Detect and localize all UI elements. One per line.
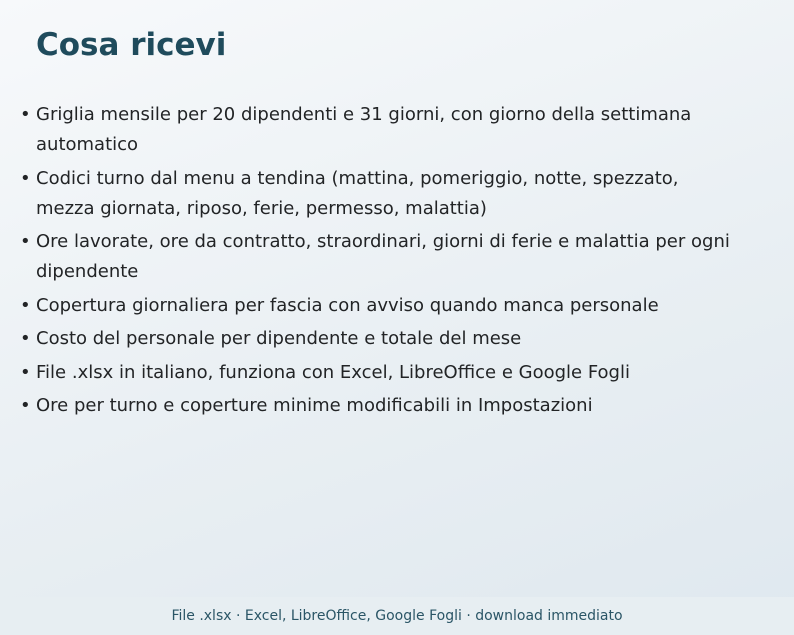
feature-item [20, 291, 736, 321]
feature-text: Griglia mensile per 20 dipendenti e 31 giorni, con giorno della settimana automatico [36, 104, 692, 155]
footer-text: File .xlsx · Excel, LibreOffice, Google Fogli · download immediato [171, 608, 623, 624]
feature-item [20, 391, 736, 421]
feature-list [20, 100, 756, 421]
bullet-icon: • [20, 167, 31, 189]
feature-item [20, 100, 736, 160]
feature-text: Ore lavorate, ore da contratto, straordinari, giorni di ferie e malattia per ogni dipendente [36, 231, 730, 282]
page-title: Cosa ricevi [36, 27, 227, 63]
bullet-icon: • [20, 231, 31, 252]
main-content [20, 26, 756, 425]
bullet-icon: • [20, 395, 31, 416]
bullet-icon: • [20, 104, 31, 125]
feature-item [20, 164, 736, 224]
bullet-icon: • [20, 294, 31, 316]
footer-bar [0, 597, 794, 635]
feature-item [20, 227, 736, 287]
feature-text: Codici turno dal menu a tendina (mattina, pomeriggio, notte, spezzato, mezza giornata, riposo, ferie, permesso, malattia) [36, 167, 679, 219]
bullet-icon: • [20, 328, 31, 349]
feature-text: Copertura giornaliera per fascia con avviso quando manca personale [36, 294, 659, 316]
bullet-icon: • [20, 361, 31, 383]
feature-item [20, 324, 736, 354]
feature-text: Costo del personale per dipendente e totale del mese [36, 328, 522, 349]
feature-text: Ore per turno e coperture minime modificabili in Impostazioni [36, 395, 593, 416]
feature-text: File .xlsx in italiano, funziona con Excel, LibreOffice e Google Fogli [36, 361, 630, 383]
feature-item [20, 358, 736, 388]
